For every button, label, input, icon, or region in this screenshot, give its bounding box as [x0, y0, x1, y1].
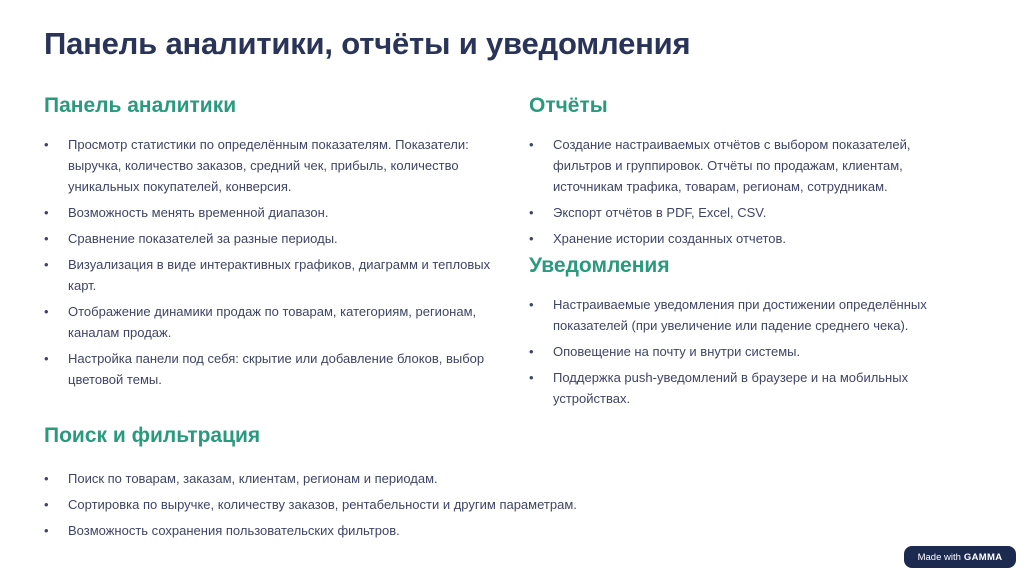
- bullet-marker: •: [44, 257, 49, 272]
- list-item-text: Поддержка push-уведомлений в браузере и на мобильных устройствах.: [553, 370, 909, 406]
- section-heading: Панель аналитики: [44, 94, 237, 117]
- bullet-marker: •: [529, 370, 534, 385]
- bullet-marker: •: [44, 471, 49, 486]
- list-item: [529, 341, 969, 362]
- bullet-marker: •: [529, 205, 534, 220]
- list-item: [44, 202, 494, 223]
- bullet-marker: •: [44, 137, 49, 152]
- list-item-text: Возможность менять временной диапазон.: [68, 205, 329, 220]
- bullet-marker: •: [44, 304, 49, 319]
- list-item-text: Визуализация в виде интерактивных графиков, диаграмм и тепловых карт.: [68, 257, 491, 293]
- list-item: [44, 520, 744, 541]
- list-item-text: Возможность сохранения пользовательских фильтров.: [68, 523, 400, 538]
- list-item: [529, 202, 969, 223]
- bullet-marker: •: [529, 297, 534, 312]
- list-item-text: Настройка панели под себя: скрытие или добавление блоков, выбор цветовой темы.: [68, 351, 485, 387]
- list-item-text: Оповещение на почту и внутри системы.: [553, 344, 801, 359]
- list-item-text: Создание настраиваемых отчётов с выбором показателей, фильтров и группировок. Отчёты по продажам, клиентам, источникам трафика, товарам, регионам, сотрудникам.: [553, 137, 911, 194]
- section-heading: Поиск и фильтрация: [44, 424, 261, 447]
- list-item-text: Поиск по товарам, заказам, клиентам, регионам и периодам.: [68, 471, 438, 486]
- list-item: [44, 301, 494, 343]
- bullet-list: [529, 134, 969, 249]
- section-reports: [529, 94, 969, 249]
- list-item: [44, 254, 494, 296]
- list-item: [44, 468, 744, 489]
- bullet-marker: •: [44, 351, 49, 366]
- list-item-text: Экспорт отчётов в PDF, Excel, CSV.: [553, 205, 767, 220]
- section-search: [44, 424, 744, 541]
- list-item: [44, 134, 494, 197]
- section-dashboard: [44, 94, 494, 390]
- list-item: [44, 494, 744, 515]
- list-item: [529, 134, 969, 197]
- bullet-marker: •: [529, 137, 534, 152]
- bullet-list: [44, 468, 744, 541]
- list-item-text: Хранение истории созданных отчетов.: [553, 231, 787, 246]
- section-heading: Отчёты: [529, 94, 608, 117]
- list-item: [44, 348, 494, 390]
- list-item-text: Сортировка по выручке, количеству заказов, рентабельности и другим параметрам.: [68, 497, 577, 512]
- list-item: [529, 367, 969, 409]
- bullet-list: [529, 294, 969, 409]
- list-item-text: Настраиваемые уведомления при достижении определённых показателей (при увеличение или падение среднего чека).: [553, 297, 927, 333]
- page-title: Панель аналитики, отчёты и уведомления: [44, 26, 691, 61]
- bullet-list: [44, 134, 494, 390]
- list-item: [44, 228, 494, 249]
- made-with-gamma-badge[interactable]: [904, 546, 1016, 568]
- bullet-marker: •: [529, 344, 534, 359]
- list-item: [529, 228, 969, 249]
- list-item-text: Сравнение показателей за разные периоды.: [68, 231, 338, 246]
- section-heading: Уведомления: [529, 254, 670, 277]
- section-notifications: [529, 254, 969, 409]
- bullet-marker: •: [44, 231, 49, 246]
- list-item: [529, 294, 969, 336]
- list-item-text: Отображение динамики продаж по товарам, категориям, регионам, каналам продаж.: [68, 304, 477, 340]
- bullet-marker: •: [44, 205, 49, 220]
- badge-prefix: Made with: [917, 551, 961, 563]
- bullet-marker: •: [529, 231, 534, 246]
- bullet-marker: •: [44, 497, 49, 512]
- bullet-marker: •: [44, 523, 49, 538]
- list-item-text: Просмотр статистики по определённым показателям. Показатели: выручка, количество заказов, средний чек, прибыль, количество уникальных покупателей, конверсия.: [68, 137, 469, 194]
- gamma-logo: GAMMA: [963, 551, 1003, 563]
